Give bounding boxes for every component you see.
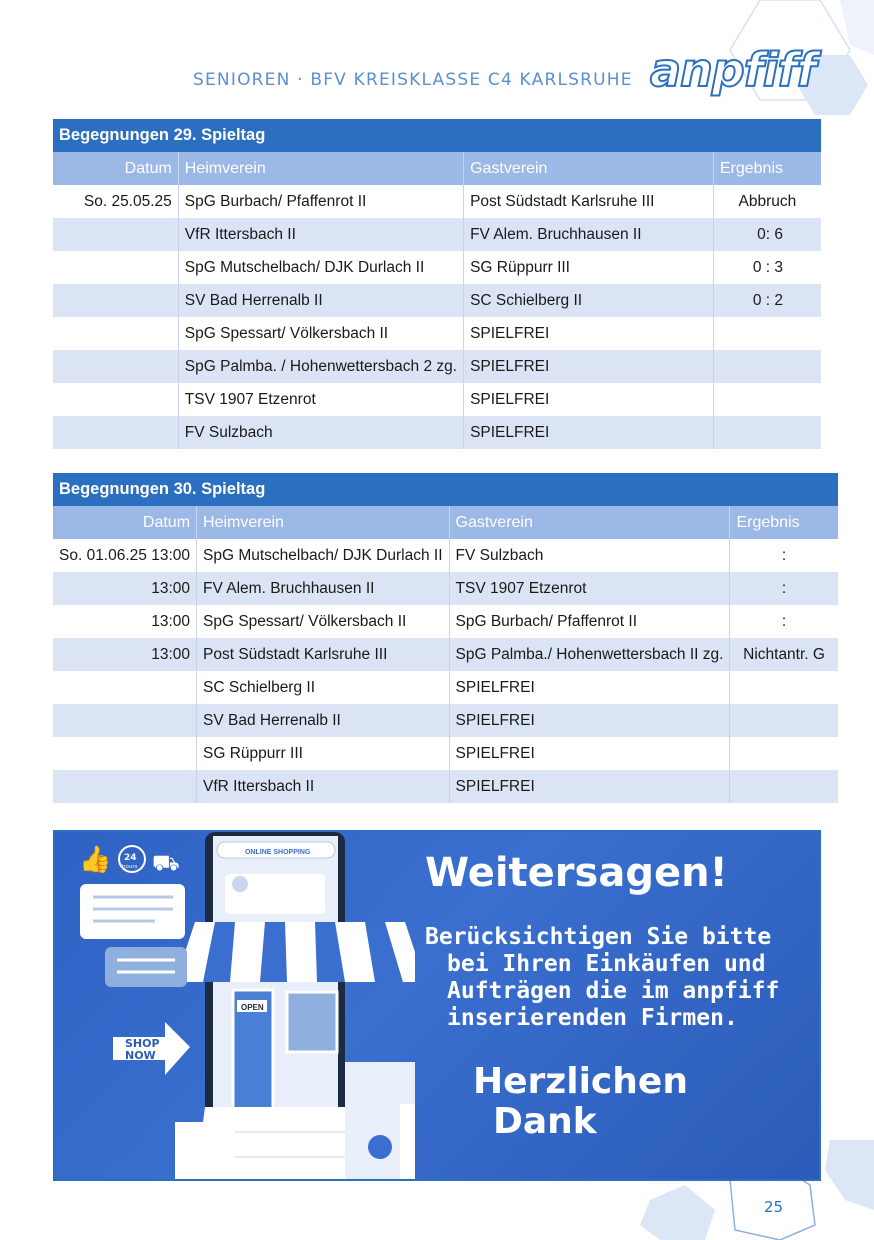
table-row: [53, 251, 821, 284]
table-title: Begegnungen 29. Spieltag: [53, 119, 821, 152]
home-team: SpG Palmba. / Hohenwettersbach 2 zg.: [178, 350, 463, 383]
home-team: SpG Mutschelbach/ DJK Durlach II: [197, 539, 450, 572]
match-date: [53, 218, 178, 251]
home-team: SpG Spessart/ Völkersbach II: [197, 605, 450, 638]
table-title-row: [53, 119, 821, 152]
match-result: [713, 383, 821, 416]
match-result: 0 : 3: [713, 251, 821, 284]
away-team: FV Sulzbach: [449, 539, 730, 572]
match-result: [730, 737, 838, 770]
matchday-30-table: [53, 473, 838, 803]
weitersagen-banner: [53, 830, 821, 1181]
away-team: SG Rüppurr III: [464, 251, 714, 284]
table-title: Begegnungen 30. Spieltag: [53, 473, 838, 506]
match-result: [713, 317, 821, 350]
banner-message-line: bei Ihren Einkäufen und: [447, 951, 766, 977]
match-result: [730, 704, 838, 737]
match-date: So. 25.05.25: [53, 185, 178, 218]
home-team: SC Schielberg II: [197, 671, 450, 704]
banner-thanks-line: Herzlichen: [473, 1061, 688, 1102]
match-result: 0 : 2: [713, 284, 821, 317]
page-number: 25: [764, 1198, 784, 1216]
match-result: [730, 671, 838, 704]
table-row: [53, 317, 821, 350]
match-date: [53, 737, 197, 770]
banner-headline: Weitersagen!: [425, 850, 728, 896]
away-team: SPIELFREI: [464, 350, 714, 383]
online-shopping-illustration: [55, 832, 415, 1181]
match-date: So. 01.06.25 13:00: [53, 539, 197, 572]
table-row: [53, 218, 821, 251]
away-team: Post Südstadt Karlsruhe III: [464, 185, 714, 218]
anpfiff-logo: anpfiff: [650, 43, 816, 97]
table-row: [53, 638, 838, 671]
table-row: [53, 605, 838, 638]
home-team: SV Bad Herrenalb II: [197, 704, 450, 737]
match-result: [713, 350, 821, 383]
away-team: SPIELFREI: [449, 704, 730, 737]
thumbs-up-icon: 👍: [79, 845, 112, 875]
match-date: [53, 350, 178, 383]
match-date: 13:00: [53, 638, 197, 671]
league-title: SENIOREN · BFV KREISKLASSE C4 KARLSRUHE: [193, 70, 633, 90]
shop-now-label: SHOP NOW: [125, 1037, 160, 1062]
match-result: :: [730, 539, 838, 572]
delivery-truck-icon: ⛟: [152, 851, 180, 876]
table-row: [53, 671, 838, 704]
match-result: Nichtantr. G: [730, 638, 838, 671]
table-row: [53, 350, 821, 383]
column-header-date: Datum: [53, 506, 197, 539]
table-row: [53, 704, 838, 737]
table-row: [53, 185, 821, 218]
column-header-result: Ergebnis: [730, 506, 838, 539]
away-team: SPIELFREI: [464, 383, 714, 416]
home-team: FV Alem. Bruchhausen II: [197, 572, 450, 605]
table-header-row: [53, 506, 838, 539]
home-team: VfR Ittersbach II: [178, 218, 463, 251]
home-team: SpG Spessart/ Völkersbach II: [178, 317, 463, 350]
match-date: 13:00: [53, 605, 197, 638]
away-team: SPIELFREI: [449, 737, 730, 770]
column-header-home: Heimverein: [197, 506, 450, 539]
column-header-home: Heimverein: [178, 152, 463, 185]
banner-message-line: Berücksichtigen Sie bitte: [425, 924, 772, 950]
banner-thanks-line: Dank: [493, 1101, 597, 1142]
table-row: [53, 539, 838, 572]
banner-message-line: Aufträgen die im anpfiff: [447, 978, 780, 1004]
online-shopping-label: ONLINE SHOPPING: [245, 849, 311, 856]
match-date: [53, 317, 178, 350]
home-team: FV Sulzbach: [178, 416, 463, 449]
open-sign: OPEN: [241, 1003, 264, 1012]
match-date: [53, 416, 178, 449]
home-team: SG Rüppurr III: [197, 737, 450, 770]
away-team: SpG Palmba./ Hohenwettersbach II zg.: [449, 638, 730, 671]
home-team: SpG Mutschelbach/ DJK Durlach II: [178, 251, 463, 284]
match-result: 0: 6: [713, 218, 821, 251]
away-team: SPIELFREI: [449, 671, 730, 704]
home-team: TSV 1907 Etzenrot: [178, 383, 463, 416]
banner-message: [425, 924, 805, 1032]
match-date: [53, 284, 178, 317]
away-team: SPIELFREI: [449, 770, 730, 803]
match-result: :: [730, 572, 838, 605]
match-date: [53, 383, 178, 416]
banner-thanks: [473, 1062, 688, 1142]
column-header-date: Datum: [53, 152, 178, 185]
match-result: :: [730, 605, 838, 638]
match-date: [53, 704, 197, 737]
match-date: [53, 671, 197, 704]
away-team: SPIELFREI: [464, 416, 714, 449]
24-hours-unit: hours: [122, 864, 138, 870]
matchday-29-table: [53, 119, 821, 449]
table-row: [53, 737, 838, 770]
24-hours-number: 24: [124, 853, 137, 863]
match-date: [53, 251, 178, 284]
home-team: Post Südstadt Karlsruhe III: [197, 638, 450, 671]
home-team: VfR Ittersbach II: [197, 770, 450, 803]
table-row: [53, 770, 838, 803]
away-team: TSV 1907 Etzenrot: [449, 572, 730, 605]
banner-message-line: inserierenden Firmen.: [447, 1005, 738, 1031]
match-date: 13:00: [53, 572, 197, 605]
table-row: [53, 572, 838, 605]
table-row: [53, 416, 821, 449]
home-team: SV Bad Herrenalb II: [178, 284, 463, 317]
match-result: Abbruch: [713, 185, 821, 218]
home-team: SpG Burbach/ Pfaffenrot II: [178, 185, 463, 218]
away-team: SpG Burbach/ Pfaffenrot II: [449, 605, 730, 638]
match-result: [713, 416, 821, 449]
table-title-row: [53, 473, 838, 506]
away-team: FV Alem. Bruchhausen II: [464, 218, 714, 251]
match-date: [53, 770, 197, 803]
away-team: SC Schielberg II: [464, 284, 714, 317]
column-header-away: Gastverein: [449, 506, 730, 539]
column-header-away: Gastverein: [464, 152, 714, 185]
table-row: [53, 383, 821, 416]
match-result: [730, 770, 838, 803]
table-header-row: [53, 152, 821, 185]
column-header-result: Ergebnis: [713, 152, 821, 185]
away-team: SPIELFREI: [464, 317, 714, 350]
table-row: [53, 284, 821, 317]
